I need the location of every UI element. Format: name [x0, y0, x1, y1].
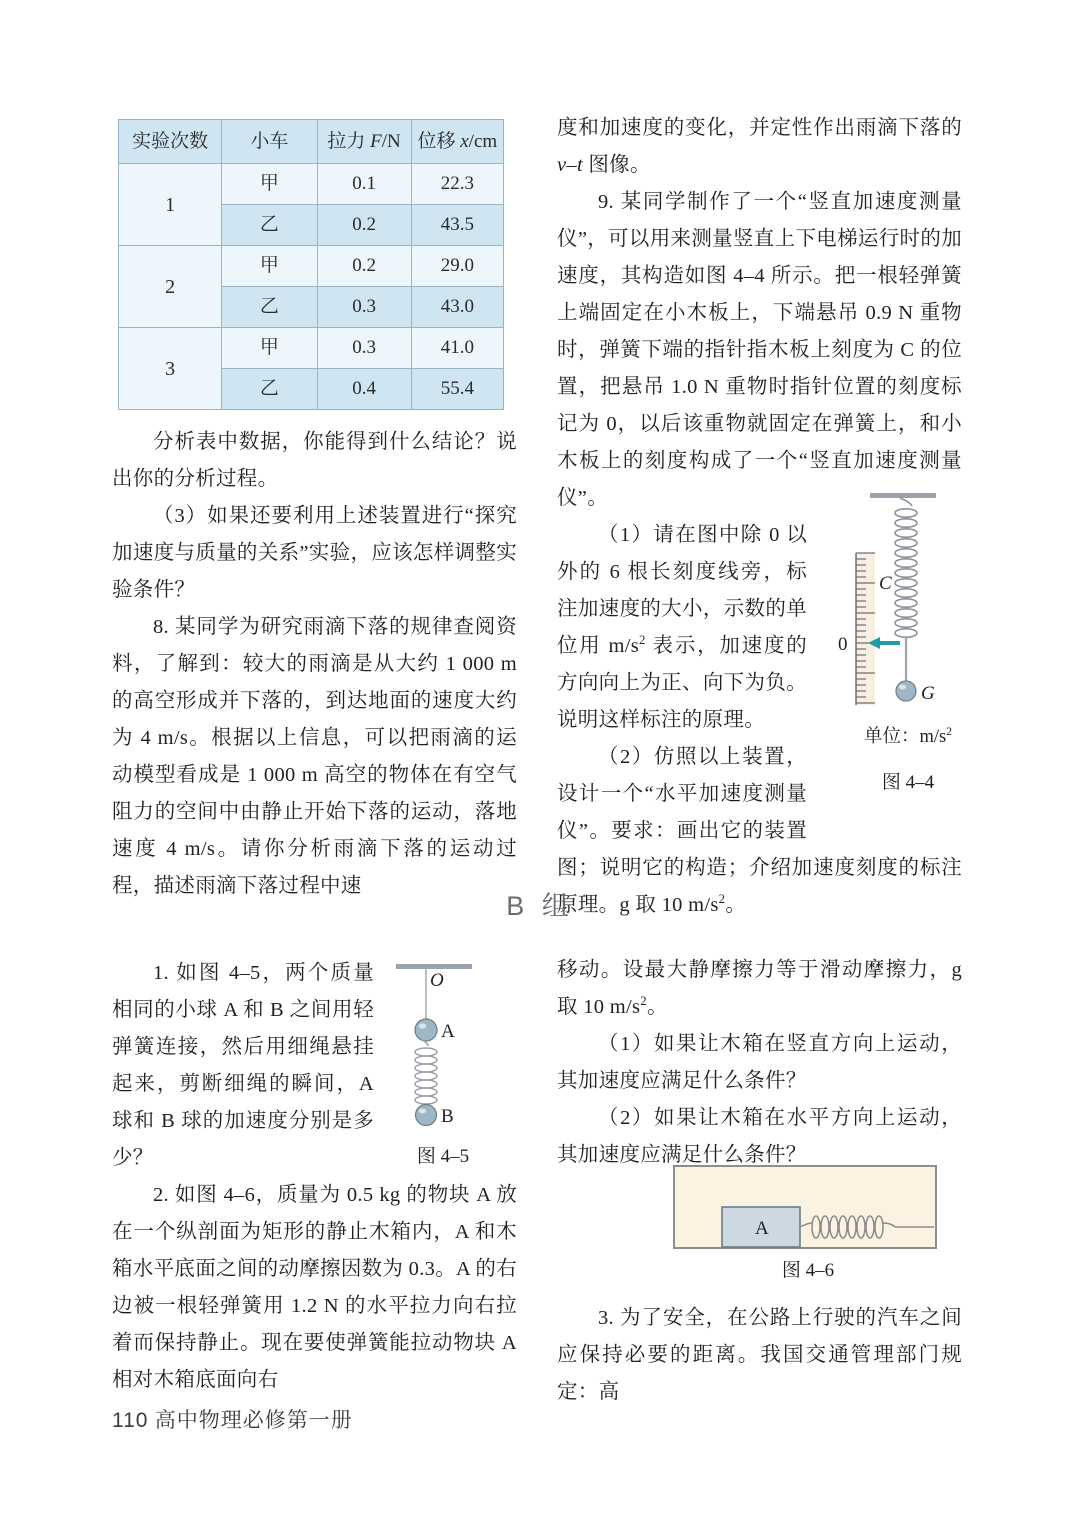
table-header [119, 120, 504, 164]
paragraph-question-9-2: （2）仿照以上装置，设计一个“水平加速度测量仪”。要求：画出它的装置图；说明它的构造；介绍加速度刻度的标注原理。g 取 10 $m/s^2$。 [557, 746, 962, 916]
paragraph-b2-continued: 移动。设最大静摩擦力等于滑动摩擦力，g 取 10 $m/s^2$。 [557, 959, 962, 1018]
figure-4-6-caption: 图 4–6 [781, 1260, 835, 1281]
cart-cell: 乙 [222, 369, 317, 410]
ball-b [416, 1105, 437, 1126]
paragraph-question-3: （3）如果还要利用上述装置进行“探究加速度与质量的关系”实验，应该怎样调整实验条件？ [112, 505, 517, 601]
paragraph-b2-2: （2）如果让木箱在水平方向上运动，其加速度应满足什么条件？ [557, 1107, 962, 1166]
trial-number-cell: 1 [119, 164, 222, 246]
ball-a [415, 1019, 437, 1041]
cart-cell: 甲 [222, 164, 317, 205]
right-column-bottom [557, 952, 962, 1174]
displacement-cell: 22.3 [411, 164, 503, 205]
label-zero: 0 [838, 634, 848, 655]
figure-4-6-drawing [672, 1163, 944, 1255]
ceiling-bar [396, 964, 472, 969]
label-O: O [430, 970, 444, 991]
experiment-data-table [118, 119, 504, 410]
right-column-last [557, 1300, 962, 1411]
trial-number-cell: 3 [119, 328, 222, 410]
table-header-row [119, 120, 504, 164]
book-title: 高中物理必修第一册 [154, 1408, 353, 1432]
cart-cell: 乙 [222, 287, 317, 328]
figure-4-4 [838, 485, 978, 795]
page-footer [112, 1404, 353, 1434]
spring-coil [895, 498, 917, 637]
table-row [119, 246, 504, 287]
force-cell: 0.3 [317, 287, 411, 328]
table-row [119, 328, 504, 369]
figure-4-5-caption: 图 4–5 [416, 1146, 470, 1167]
table-body [119, 164, 504, 410]
force-cell: 0.3 [317, 328, 411, 369]
column-header-cart: 小车 [222, 120, 317, 164]
displacement-cell: 43.5 [411, 205, 503, 246]
displacement-cell: 43.0 [411, 287, 503, 328]
force-cell: 0.2 [317, 205, 411, 246]
paragraph-b3: 3. 为了安全，在公路上行驶的汽车之间应保持必要的距离。我国交通管理部门规定：高 [557, 1307, 962, 1403]
figure-4-6 [672, 1163, 944, 1281]
cart-cell: 甲 [222, 328, 317, 369]
ruler-plate [856, 553, 875, 705]
label-A: A [441, 1021, 455, 1042]
paragraph-question-9: 9. 某同学制作了一个“竖直加速度测量仪”，可以用来测量竖直上下电梯运行时的加速度，其构造如图 4–4 所示。把一根轻弹簧上端固定在小木板上，下端悬吊 0.9 N 重物时，弹簧下端的指针指木板上刻度为 C 的位置，把悬吊 1.0 N 重物时指针位置的刻度标记为 0，以后该重物就固定在弹簧上，和小木板上的刻度构成了一个“竖直加速度测量仪”。 [557, 191, 962, 509]
paragraph-question-8-continued: 度和加速度的变化，并定性作出雨滴下落的 v–t 图像。 [557, 117, 962, 176]
table-row [119, 164, 504, 205]
force-cell: 0.4 [317, 369, 411, 410]
cart-cell: 甲 [222, 246, 317, 287]
trial-number-cell: 2 [119, 246, 222, 328]
wooden-box [674, 1166, 936, 1248]
weight-ball [896, 681, 916, 701]
label-B: B [441, 1106, 454, 1127]
left-column-top [112, 424, 517, 905]
page-number: 110 [112, 1409, 149, 1432]
label-A: A [755, 1218, 769, 1239]
column-header-force: 拉力 F/N [317, 120, 411, 164]
paragraph-b2: 2. 如图 4–6，质量为 0.5 kg 的物块 A 放在一个纵剖面为矩形的静止木箱内，A 和木箱水平底面之间的动摩擦因数为 0.3。A 的右边被一根轻弹簧用 1.2 N 的水平拉力向右拉着而保持静止。现在要使弹簧能拉动物块 A 相对木箱底面向右 [112, 1184, 517, 1391]
figure-4-4-drawing [838, 485, 978, 720]
paragraph-analysis: 分析表中数据，你能得到什么结论？说出你的分析过程。 [112, 431, 517, 490]
figure-4-5 [378, 958, 508, 1173]
spring-coil [415, 1040, 437, 1104]
column-header-trial: 实验次数 [119, 120, 222, 164]
force-cell: 0.2 [317, 246, 411, 287]
displacement-symbol: x [460, 131, 469, 152]
displacement-cell: 29.0 [411, 246, 503, 287]
force-symbol: F [370, 131, 382, 152]
figure-4-5-drawing [378, 958, 508, 1138]
paragraph-b1: 1. 如图 4–5，两个质量相同的小球 A 和 B 之间用轻弹簧连接，然后用细绳悬挂起来，剪断细绳的瞬间，A 球和 B 球的加速度分别是多少？ [112, 962, 374, 1169]
column-header-displacement: 位移 x/cm [411, 120, 503, 164]
label-G: G [921, 683, 935, 704]
paragraph-question-8: 8. 某同学为研究雨滴下落的规律查阅资料，了解到：较大的雨滴是从大约 1 000 m 的高空形成并下落的，到达地面的速度大约为 4 m/s。根据以上信息，可以把雨滴的运动模型看成是 1 000 m 高空的物体在有空气阻力的空间中由静止开始下落的运动，落地速度 4 m/s。请你分析雨滴下落的运动过程，描述雨滴下落过程中速 [112, 616, 517, 897]
section-heading-group-b: B 组 [506, 891, 574, 921]
support-bar [870, 493, 936, 498]
label-C: C [879, 573, 892, 594]
cart-cell: 乙 [222, 205, 317, 246]
paragraph-b2-1: （1）如果让木箱在竖直方向上运动，其加速度应满足什么条件？ [557, 1033, 962, 1092]
v-t-symbol: v–t [557, 154, 583, 176]
force-cell: 0.1 [317, 164, 411, 205]
paragraph-question-9-1: （1）请在图中除 0 以外的 6 根长刻度线旁，标注加速度的大小，示数的单位用 $m/s^2$ 表示，加速度的方向向上为正、向下为负。说明这样标注的原理。 [557, 524, 808, 731]
figure-4-4-unit-label: 单位：$m/s^2$ [864, 725, 952, 747]
displacement-cell: 55.4 [411, 369, 503, 410]
displacement-cell: 41.0 [411, 328, 503, 369]
figure-4-4-caption: 图 4–4 [881, 772, 935, 793]
